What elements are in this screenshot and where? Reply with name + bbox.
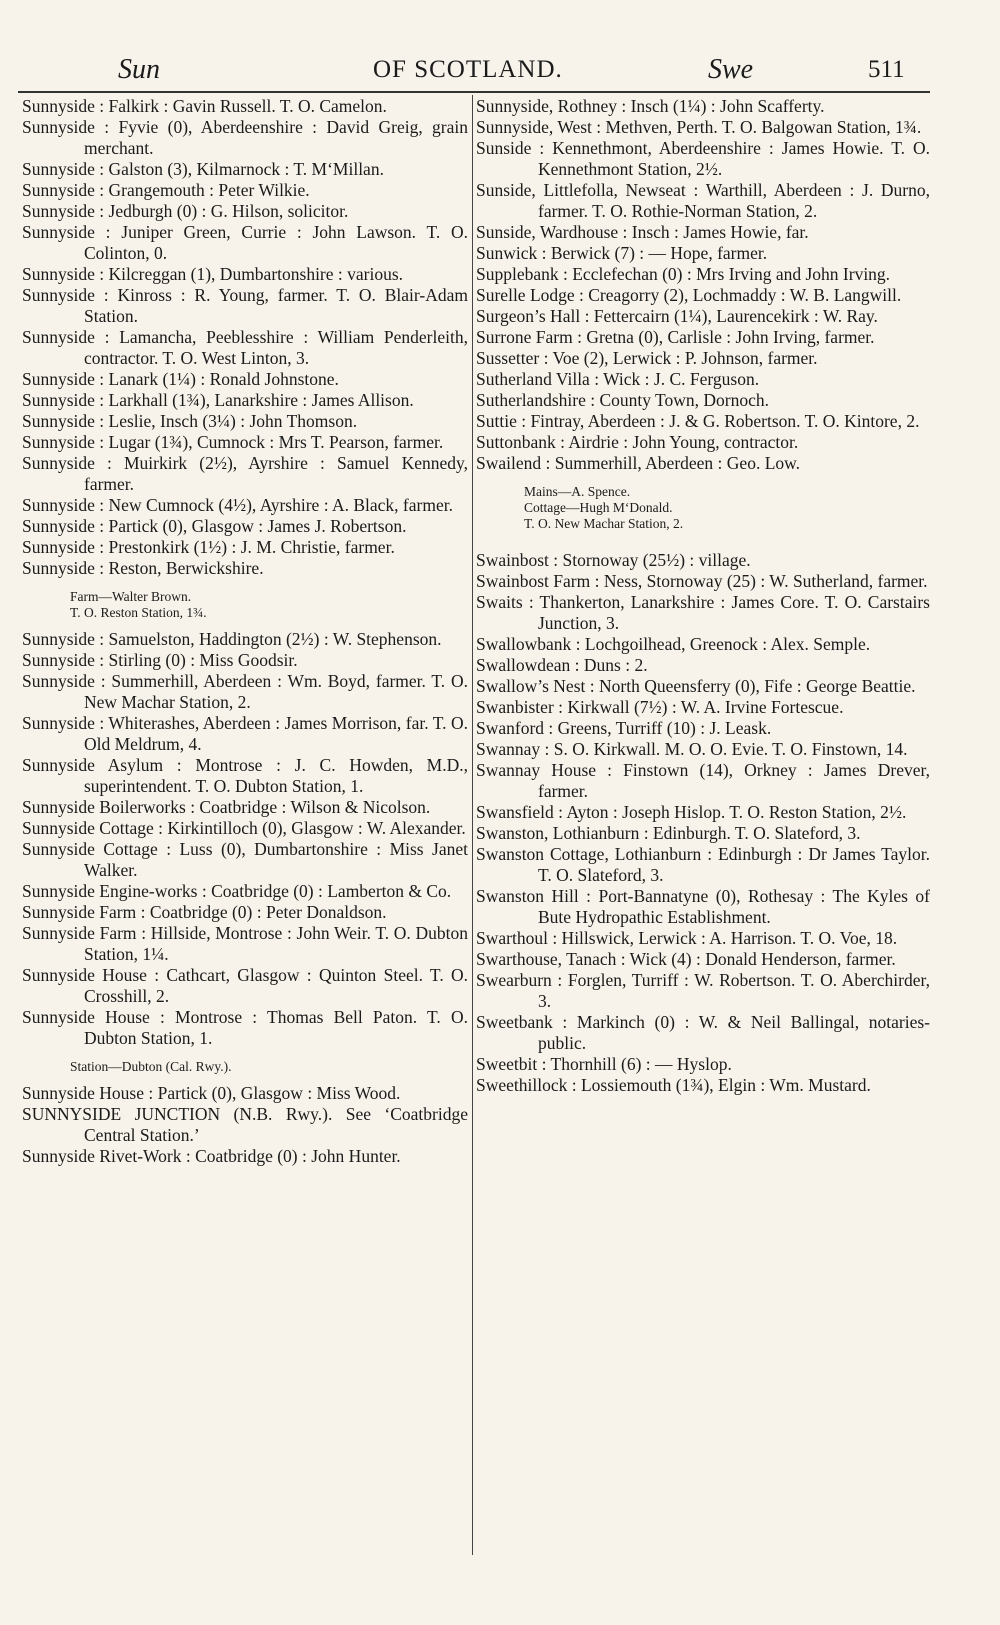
list-item: Sunnyside : Lamancha, Peeblesshire : William Penderleith, contractor. T. O. West Linton, 3. <box>22 327 468 368</box>
list-item: Sunnyside, West : Methven, Perth. T. O. Balgowan Station, 1¾. <box>476 117 922 137</box>
list-item: Sweetbit : Thornhill (6) : — Hyslop. <box>476 1054 732 1074</box>
list-item: Swarthoul : Hillswick, Lerwick : A. Harrison. T. O. Voe, 18. <box>476 928 898 948</box>
sub-entry-block <box>476 484 930 532</box>
list-item: Sunnyside : New Cumnock (4½), Ayrshire : A. Black, farmer. <box>22 495 453 515</box>
list-item: Sweetbank : Markinch (0) : W. & Neil Ballingal, notaries-public. <box>476 1012 930 1053</box>
list-item: Swearburn : Forglen, Turriff : W. Robertson. T. O. Aberchirder, 3. <box>476 970 930 1011</box>
column-divider <box>472 95 473 1555</box>
sub-entry-line: T. O. New Machar Station, 2. <box>524 516 684 531</box>
list-item: Swansfield : Ayton : Joseph Hislop. T. O. Reston Station, 2½. <box>476 802 907 822</box>
list-item: Sunnyside Cottage : Kirkintilloch (0), Glasgow : W. Alexander. <box>22 818 466 838</box>
list-item: Sunnyside Asylum : Montrose : J. C. Howden, M.D., superintendent. T. O. Dubton Station, 1. <box>22 755 468 796</box>
list-item: Sunnyside : Larkhall (1¾), Lanarkshire : James Allison. <box>22 390 414 410</box>
list-item: Sunnyside : Reston, Berwickshire. <box>22 558 264 578</box>
list-item: Sunwick : Berwick (7) : — Hope, farmer. <box>476 243 768 263</box>
header-rule <box>18 91 930 93</box>
header-left-guideword: Sun <box>118 54 160 85</box>
list-item: Swainbost : Stornoway (25½) : village. <box>476 550 751 570</box>
list-item: Suttie : Fintray, Aberdeen : J. & G. Robertson. T. O. Kintore, 2. <box>476 411 920 431</box>
list-item: Sunnyside House : Cathcart, Glasgow : Quinton Steel. T. O. Crosshill, 2. <box>22 965 468 1006</box>
list-item: Surrone Farm : Gretna (0), Carlisle : John Irving, farmer. <box>476 327 875 347</box>
list-item: Sunnyside : Prestonkirk (1½) : J. M. Christie, farmer. <box>22 537 395 557</box>
list-item: Swarthouse, Tanach : Wick (4) : Donald Henderson, farmer. <box>476 949 896 969</box>
list-item: Sunnyside : Muirkirk (2½), Ayrshire : Samuel Kennedy, farmer. <box>22 453 468 494</box>
list-item: Swannay : S. O. Kirkwall. M. O. O. Evie. T. O. Finstown, 14. <box>476 739 908 759</box>
list-item: Sunnyside House : Partick (0), Glasgow : Miss Wood. <box>22 1083 401 1103</box>
list-item: Sunnyside Farm : Hillside, Montrose : John Weir. T. O. Dubton Station, 1¼. <box>22 923 468 964</box>
list-item: SUNNYSIDE JUNCTION (N.B. Rwy.). See ‘Coatbridge Central Station.’ <box>22 1104 468 1145</box>
list-item: Swallow’s Nest : North Queensferry (0), Fife : George Beattie. <box>476 676 916 696</box>
list-item: Sunnyside : Leslie, Insch (3¼) : John Thomson. <box>22 411 358 431</box>
list-item: Swanbister : Kirkwall (7½) : W. A. Irvine Fortescue. <box>476 697 844 717</box>
list-item: Sunnyside Rivet-Work : Coatbridge (0) : John Hunter. <box>22 1146 401 1166</box>
list-item: Sunnyside Engine-works : Coatbridge (0) : Lamberton & Co. <box>22 881 452 901</box>
list-item: Surgeon’s Hall : Fettercairn (1¼), Laurencekirk : W. Ray. <box>476 306 878 326</box>
list-item: Sunnyside : Falkirk : Gavin Russell. T. O. Camelon. <box>22 96 387 116</box>
list-item: Sutherland Villa : Wick : J. C. Ferguson. <box>476 369 760 389</box>
sub-entry-block <box>22 589 468 621</box>
left-column <box>22 96 468 1167</box>
list-item: Sunnyside : Samuelston, Haddington (2½) : W. Stephenson. <box>22 629 442 649</box>
page-number: 511 <box>868 56 905 83</box>
sub-entry-line: T. O. Reston Station, 1¾. <box>70 605 207 620</box>
list-item: Sunside, Wardhouse : Insch : James Howie, far. <box>476 222 809 242</box>
list-item: Sunside, Littlefolla, Newseat : Warthill, Aberdeen : J. Durno, farmer. T. O. Rothie-Norman Station, 2. <box>476 180 930 221</box>
list-item: Sunnyside : Lugar (1¾), Cumnock : Mrs T. Pearson, farmer. <box>22 432 444 452</box>
list-item: Sunnyside : Grangemouth : Peter Wilkie. <box>22 180 310 200</box>
list-item: Sutherlandshire : County Town, Dornoch. <box>476 390 770 410</box>
list-item: Sunnyside : Kinross : R. Young, farmer. T. O. Blair-Adam Station. <box>22 285 468 326</box>
sub-entry-line: Station—Dubton (Cal. Rwy.). <box>70 1059 232 1074</box>
running-header <box>18 50 928 90</box>
list-item: Swanston, Lothianburn : Edinburgh. T. O. Slateford, 3. <box>476 823 861 843</box>
list-item: Swailend : Summerhill, Aberdeen : Geo. Low. <box>476 453 801 473</box>
list-item: Sunnyside : Fyvie (0), Aberdeenshire : David Greig, grain merchant. <box>22 117 468 158</box>
sub-entry-line: Mains—A. Spence. <box>524 484 631 499</box>
list-item: Sunside : Kennethmont, Aberdeenshire : James Howie. T. O. Kennethmont Station, 2½. <box>476 138 930 179</box>
list-item: Swallowdean : Duns : 2. <box>476 655 648 675</box>
list-item: Surelle Lodge : Creagorry (2), Lochmaddy : W. B. Langwill. <box>476 285 902 305</box>
list-item: Supplebank : Ecclefechan (0) : Mrs Irving and John Irving. <box>476 264 891 284</box>
list-item: Suttonbank : Airdrie : John Young, contractor. <box>476 432 799 452</box>
list-item: Swannay House : Finstown (14), Orkney : James Drever, farmer. <box>476 760 930 801</box>
list-item: Sunnyside : Summerhill, Aberdeen : Wm. Boyd, farmer. T. O. New Machar Station, 2. <box>22 671 468 712</box>
list-item: Swaits : Thankerton, Lanarkshire : James Core. T. O. Carstairs Junction, 3. <box>476 592 930 633</box>
list-item: Sunnyside Boilerworks : Coatbridge : Wilson & Nicolson. <box>22 797 431 817</box>
list-item: Sunnyside Cottage : Luss (0), Dumbartonshire : Miss Janet Walker. <box>22 839 468 880</box>
list-item: Sunnyside : Lanark (1¼) : Ronald Johnstone. <box>22 369 339 389</box>
sub-entry-block <box>22 1059 468 1075</box>
list-item: Swallowbank : Lochgoilhead, Greenock : Alex. Semple. <box>476 634 871 654</box>
list-item: Swanston Cottage, Lothianburn : Edinburgh : Dr James Taylor. T. O. Slateford, 3. <box>476 844 930 885</box>
list-item: Sussetter : Voe (2), Lerwick : P. Johnson, farmer. <box>476 348 818 368</box>
list-item: Swanford : Greens, Turriff (10) : J. Leask. <box>476 718 772 738</box>
list-item: Swainbost Farm : Ness, Stornoway (25) : W. Sutherland, farmer. <box>476 571 928 591</box>
list-item: Sunnyside : Juniper Green, Currie : John Lawson. T. O. Colinton, 0. <box>22 222 468 263</box>
header-right-guideword: Swe <box>708 54 754 85</box>
list-item: Sunnyside Farm : Coatbridge (0) : Peter Donaldson. <box>22 902 387 922</box>
list-item: Sunnyside : Partick (0), Glasgow : James J. Robertson. <box>22 516 407 536</box>
list-item: Sweethillock : Lossiemouth (1¾), Elgin : Wm. Mustard. <box>476 1075 871 1095</box>
header-title: OF SCOTLAND. <box>373 56 563 83</box>
list-item: Sunnyside House : Montrose : Thomas Bell Paton. T. O. Dubton Station, 1. <box>22 1007 468 1048</box>
right-column <box>476 96 930 1096</box>
list-item: Sunnyside : Galston (3), Kilmarnock : T. M‘Millan. <box>22 159 384 179</box>
sub-entry-line: Cottage—Hugh M‘Donald. <box>524 500 673 515</box>
spacer <box>476 540 930 550</box>
list-item: Sunnyside : Stirling (0) : Miss Goodsir. <box>22 650 298 670</box>
list-item: Sunnyside, Rothney : Insch (1¼) : John Scafferty. <box>476 96 825 116</box>
list-item: Swanston Hill : Port-Bannatyne (0), Rothesay : The Kyles of Bute Hydropathic Establishment. <box>476 886 930 927</box>
sub-entry-line: Farm—Walter Brown. <box>70 589 192 604</box>
list-item: Sunnyside : Whiterashes, Aberdeen : James Morrison, far. T. O. Old Meldrum, 4. <box>22 713 468 754</box>
list-item: Sunnyside : Jedburgh (0) : G. Hilson, solicitor. <box>22 201 349 221</box>
list-item: Sunnyside : Kilcreggan (1), Dumbartonshire : various. <box>22 264 404 284</box>
